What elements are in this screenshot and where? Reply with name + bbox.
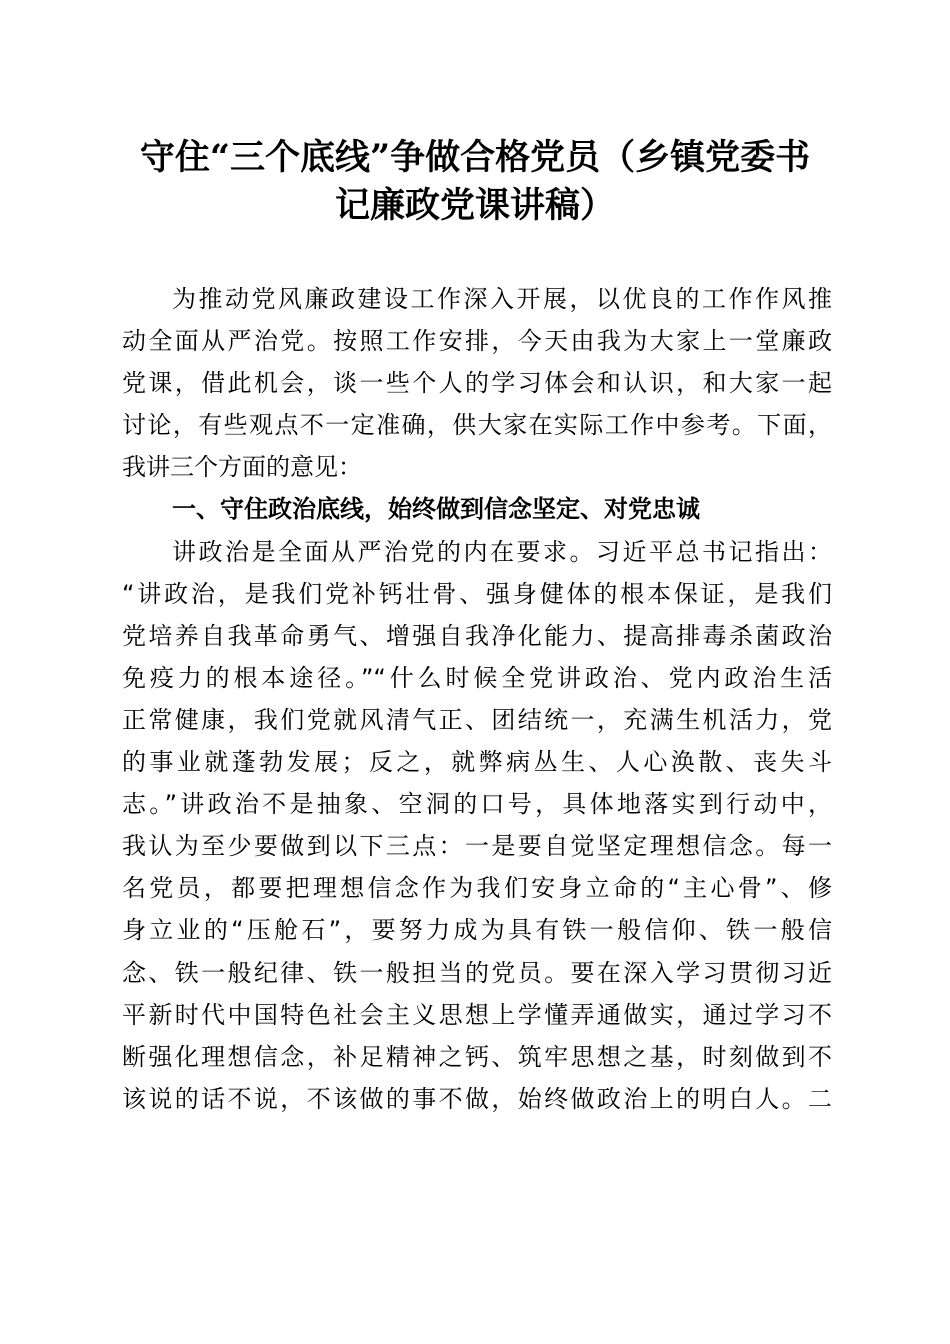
paragraph-line: 正常健康，我们党就风清气正、团结统一，充满生机活力，党: [122, 705, 832, 734]
section-paragraph: [122, 531, 832, 1120]
document-title: [110, 134, 840, 230]
paragraph-line: 平新时代中国特色社会主义思想上学懂弄通做实，通过学习不: [122, 1000, 832, 1029]
paragraph-line: “讲政治，是我们党补钙壮骨、强身健体的根本保证，是我们: [122, 579, 832, 608]
paragraph-line: 讲政治是全面从严治党的内在要求。习近平总书记指出：: [172, 537, 832, 566]
paragraph-line: 断强化理想信念，补足精神之钙、筑牢思想之基，时刻做到不: [122, 1042, 832, 1071]
title-line-1: 守住“三个底线”争做合格党员（乡镇党委书: [139, 137, 811, 178]
paragraph-line: 我讲三个方面的意见：: [122, 453, 362, 482]
paragraph-line: 的事业就蓬勃发展；反之，就弊病丛生、人心涣散、丧失斗: [122, 748, 832, 777]
paragraph-line: 身立业的“压舱石”，要努力成为具有铁一般信仰、铁一般信: [122, 916, 832, 945]
section-heading: 一、守住政治底线，始终做到信念坚定、对党忠诚: [172, 495, 700, 524]
paragraph-line: 党课，借此机会，谈一些个人的学习体会和认识，和大家一起: [122, 369, 832, 398]
title-line-2: 记廉政党课讲稿）: [334, 185, 615, 226]
paragraph-line: 党培养自我革命勇气、增强自我净化能力、提高排毒杀菌政治: [122, 621, 832, 650]
intro-paragraph: [122, 278, 832, 488]
paragraph-line: 志。”讲政治不是抽象、空洞的口号，具体地落实到行动中，: [122, 790, 832, 819]
paragraph-line: 我认为至少要做到以下三点：一是要自觉坚定理想信念。每一: [122, 832, 832, 861]
paragraph-line: 该说的话不说，不该做的事不做，始终做政治上的明白人。二: [122, 1084, 832, 1113]
paragraph-line: 念、铁一般纪律、铁一般担当的党员。要在深入学习贯彻习近: [122, 958, 832, 987]
paragraph-line: 名党员，都要把理想信念作为我们安身立命的“主心骨”、修: [122, 874, 832, 903]
paragraph-line: 动全面从严治党。按照工作安排，今天由我为大家上一堂廉政: [122, 327, 832, 356]
paragraph-line: 免疫力的根本途径。”“什么时候全党讲政治、党内政治生活: [122, 663, 832, 692]
document-body: [122, 278, 832, 1120]
paragraph-line: 讨论，有些观点不一定准确，供大家在实际工作中参考。下面，: [122, 411, 832, 440]
paragraph-line: 为推动党风廉政建设工作深入开展，以优良的工作作风推: [172, 285, 832, 313]
